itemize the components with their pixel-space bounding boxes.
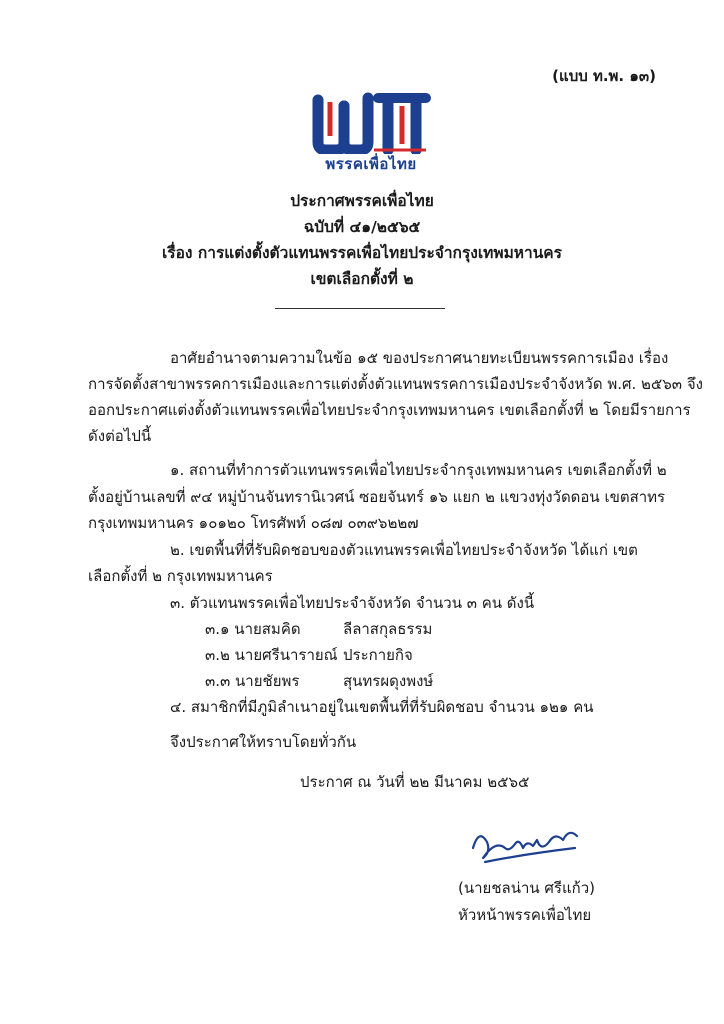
item-3-line-1: ๓. ตัวแทนพรรคเพื่อไทยประจำจังหวัด จำนวน ๓ คน ดังนี้ <box>170 594 535 612</box>
party-logo-name: พรรคเพื่อไทย <box>325 155 417 173</box>
party-logo <box>308 92 434 172</box>
item-2-line-1: ๒. เขตพื้นที่ที่รับผิดชอบของตัวแทนพรรคเพื่อไทยประจำจังหวัด ได้แก่ เขต <box>170 541 638 559</box>
party-logo-mark-icon <box>308 92 434 154</box>
intro-line-4: ดังต่อไปนี้ <box>88 427 152 445</box>
rep-3-last: สุนทรผดุงพงษ์ <box>343 672 434 690</box>
announcement-subject: เรื่อง การแต่งตั้งตัวแทนพรรคเพื่อไทยประจำกรุงเทพมหานคร <box>161 244 562 262</box>
item-2-line-2: เลือกตั้งที่ ๒ กรุงเทพมหานคร <box>88 567 273 585</box>
rep-1-last: ลีลาสกุลธรรม <box>343 620 433 638</box>
announcement-date: ประกาศ ณ วันที่ ๒๒ มีนาคม ๒๕๖๕ <box>300 773 530 791</box>
item-1-line-1: ๑. สถานที่ทำการตัวแทนพรรคเพื่อไทยประจำกรุงเทพมหานคร เขตเลือกตั้งที่ ๒ <box>170 461 667 479</box>
item-1-line-2: ตั้งอยู่บ้านเลขที่ ๙๔ หมู่บ้านจันทรานิเวศน์ ซอยจันทร์ ๑๖ แยก ๒ แขวงทุ่งวัดดอน เขตสาทร <box>88 488 666 506</box>
intro-line-3: ออกประกาศแต่งตั้งตัวแทนพรรคเพื่อไทยประจำกรุงเทพมหานคร เขตเลือกตั้งที่ ๒ โดยมีรายการ <box>88 401 691 419</box>
announcement-district: เขตเลือกตั้งที่ ๒ <box>310 270 414 288</box>
rep-2-first: ๓.๒ นายศรีนารายณ์ <box>205 646 338 664</box>
divider <box>275 308 445 309</box>
announcement-number: ฉบับที่ ๔๑/๒๕๖๕ <box>303 218 421 236</box>
signature-icon <box>465 818 585 870</box>
item-1-line-3: กรุงเทพมหานคร ๑๐๑๒๐ โทรศัพท์ ๐๘๗ ๐๓๙๖๒๒๗ <box>88 514 419 532</box>
closing-line: จึงประกาศให้ทราบโดยทั่วกัน <box>170 733 357 751</box>
signer-position: หัวหน้าพรรคเพื่อไทย <box>458 906 592 924</box>
intro-line-2: การจัดตั้งสาขาพรรคการเมืองและการแต่งตั้งตัวแทนพรรคการเมืองประจำจังหวัด พ.ศ. ๒๕๖๓ จึง <box>88 375 703 393</box>
announcement-title: ประกาศพรรคเพื่อไทย <box>290 192 434 210</box>
item-4: ๔. สมาชิกที่มีภูมิลำเนาอยู่ในเขตพื้นที่ที่รับผิดชอบ จำนวน ๑๒๑ คน <box>170 698 594 716</box>
rep-2-last: ประกายกิจ <box>343 646 413 664</box>
intro-line-1: อาศัยอำนาจตามความในข้อ ๑๕ ของประกาศนายทะเบียนพรรคการเมือง เรื่อง <box>170 349 669 367</box>
rep-3-first: ๓.๓ นายชัยพร <box>205 672 300 690</box>
signer-name: (นายชลน่าน ศรีแก้ว) <box>458 879 595 897</box>
rep-1-first: ๓.๑ นายสมคิด <box>205 620 301 638</box>
form-code: (แบบ ท.พ. ๑๓) <box>552 67 656 85</box>
